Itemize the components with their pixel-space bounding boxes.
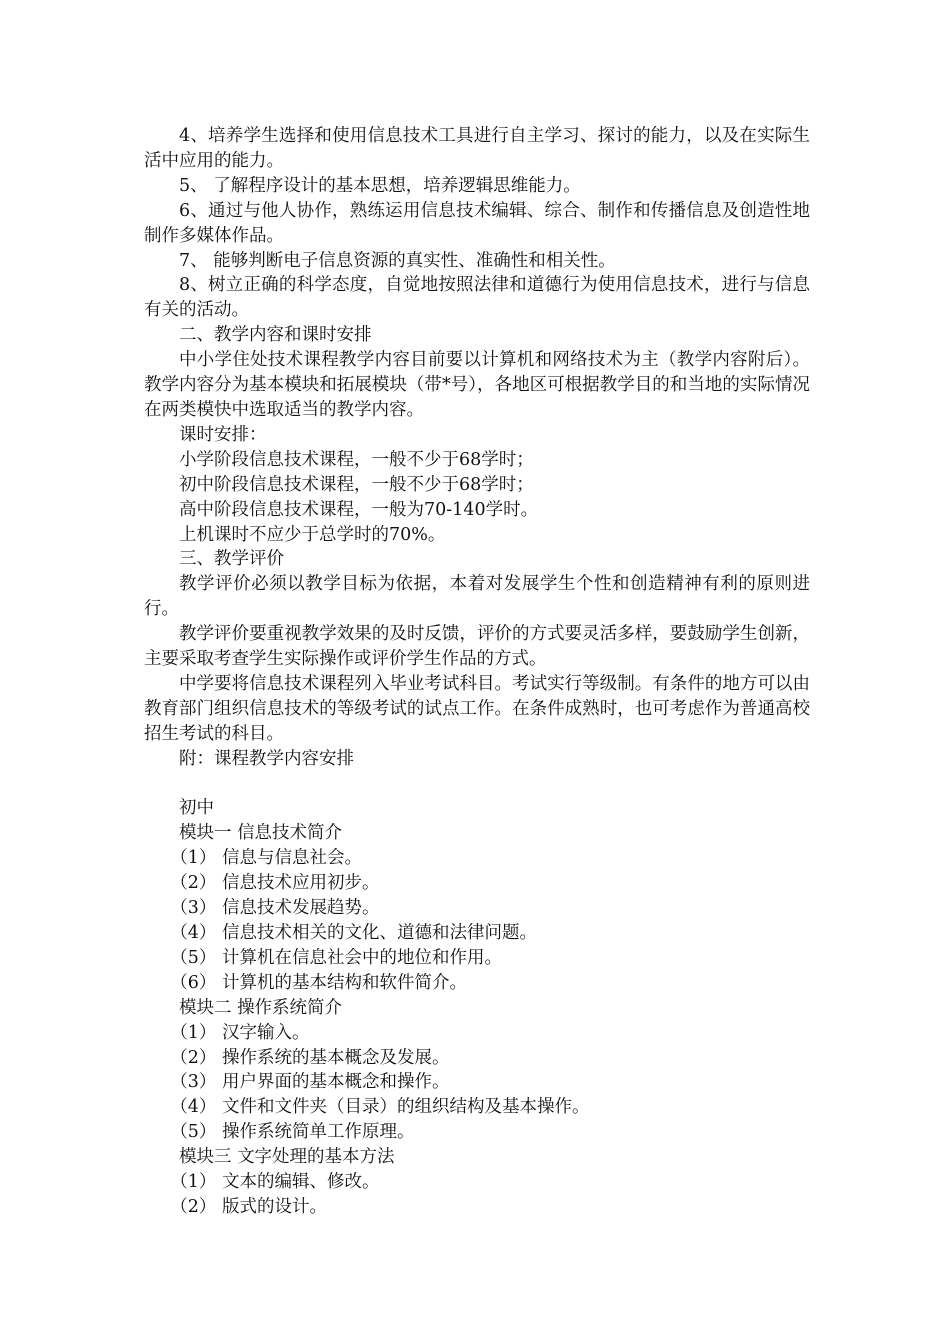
module-2-title: 模块二 操作系统简介 (179, 997, 343, 1018)
section-3-heading: 三、教学评价 (179, 549, 284, 570)
hours-senior: 高中阶段信息技术课程，一般为70-140学时。 (179, 499, 539, 520)
evaluation-paragraph-1: 教学评价必须以教学目标为依据，本着对发展学生个性和创造精神有利的原则进行。 (144, 574, 810, 620)
module-3-item: （2） 版式的设计。 (170, 1196, 327, 1217)
module-2-item: （1） 汉字输入。 (170, 1022, 310, 1043)
module-1-item: （4） 信息技术相关的文化、道德和法律问题。 (170, 922, 537, 943)
evaluation-paragraph-3: 中学要将信息技术课程列入毕业考试科目。考试实行等级制。有条件的地方可以由教育部门组织信息技术的等级考试的试点工作。在条件成熟时，也可考虑作为普通高校招生考试的科目。 (144, 673, 810, 744)
module-1-item: （3） 信息技术发展趋势。 (170, 898, 380, 919)
hours-lab: 上机课时不应少于总学时的70%。 (179, 524, 446, 545)
objective-7: 7、 能够判断电子信息资源的真实性、准确性和相关性。 (179, 250, 616, 271)
objective-4: 4、培养学生选择和使用信息技术工具进行自主学习、探讨的能力，以及在实际生活中应用的能力。 (144, 126, 810, 171)
module-1-item: （5） 计算机在信息社会中的地位和作用。 (170, 947, 502, 968)
module-2-item: （4） 文件和文件夹（目录）的组织结构及基本操作。 (170, 1097, 590, 1118)
blank-line (144, 772, 810, 797)
module-2-item: （3） 用户界面的基本概念和操作。 (170, 1072, 450, 1093)
objective-6: 6、通过与他人协作，熟练运用信息技术编辑、综合、制作和传播信息及创造性地制作多媒体作品。 (144, 200, 810, 246)
module-1-title: 模块一 信息技术简介 (179, 823, 343, 844)
hours-label: 课时安排： (179, 424, 267, 445)
module-2-item: （2） 操作系统的基本概念及发展。 (170, 1047, 450, 1068)
hours-junior: 初中阶段信息技术课程，一般不少于68学时； (179, 474, 534, 495)
document-page (144, 124, 810, 1220)
appendix-title: 附：课程教学内容安排 (179, 748, 354, 769)
objective-8: 8、树立正确的科学态度，自觉地按照法律和道德行为使用信息技术，进行与信息有关的活动。 (144, 275, 810, 321)
module-1-item: （2） 信息技术应用初步。 (170, 873, 380, 894)
section-2-heading: 二、教学内容和课时安排 (179, 325, 372, 346)
objective-5: 5、 了解程序设计的基本思想，培养逻辑思维能力。 (179, 175, 581, 196)
module-2-item: （5） 操作系统简单工作原理。 (170, 1122, 415, 1143)
module-1-item: （1） 信息与信息社会。 (170, 848, 362, 869)
module-3-item: （1） 文本的编辑、修改。 (170, 1172, 380, 1193)
module-3-title: 模块三 文字处理的基本方法 (179, 1147, 395, 1168)
evaluation-paragraph-2: 教学评价要重视教学效果的及时反馈，评价的方式要灵活多样，要鼓励学生创新，主要采取考查学生实际操作或评价学生作品的方式。 (144, 624, 810, 670)
section-2-intro: 中小学住处技术课程教学内容目前要以计算机和网络技术为主（教学内容附后）。教学内容分为基本模块和拓展模块（带*号），各地区可根据教学目的和当地的实际情况在两类模快中选取适当的教学内容。 (144, 350, 810, 420)
module-1-item: （6） 计算机的基本结构和软件简介。 (170, 972, 467, 993)
curriculum-level: 初中 (179, 798, 214, 819)
hours-primary: 小学阶段信息技术课程，一般不少于68学时； (179, 449, 534, 470)
